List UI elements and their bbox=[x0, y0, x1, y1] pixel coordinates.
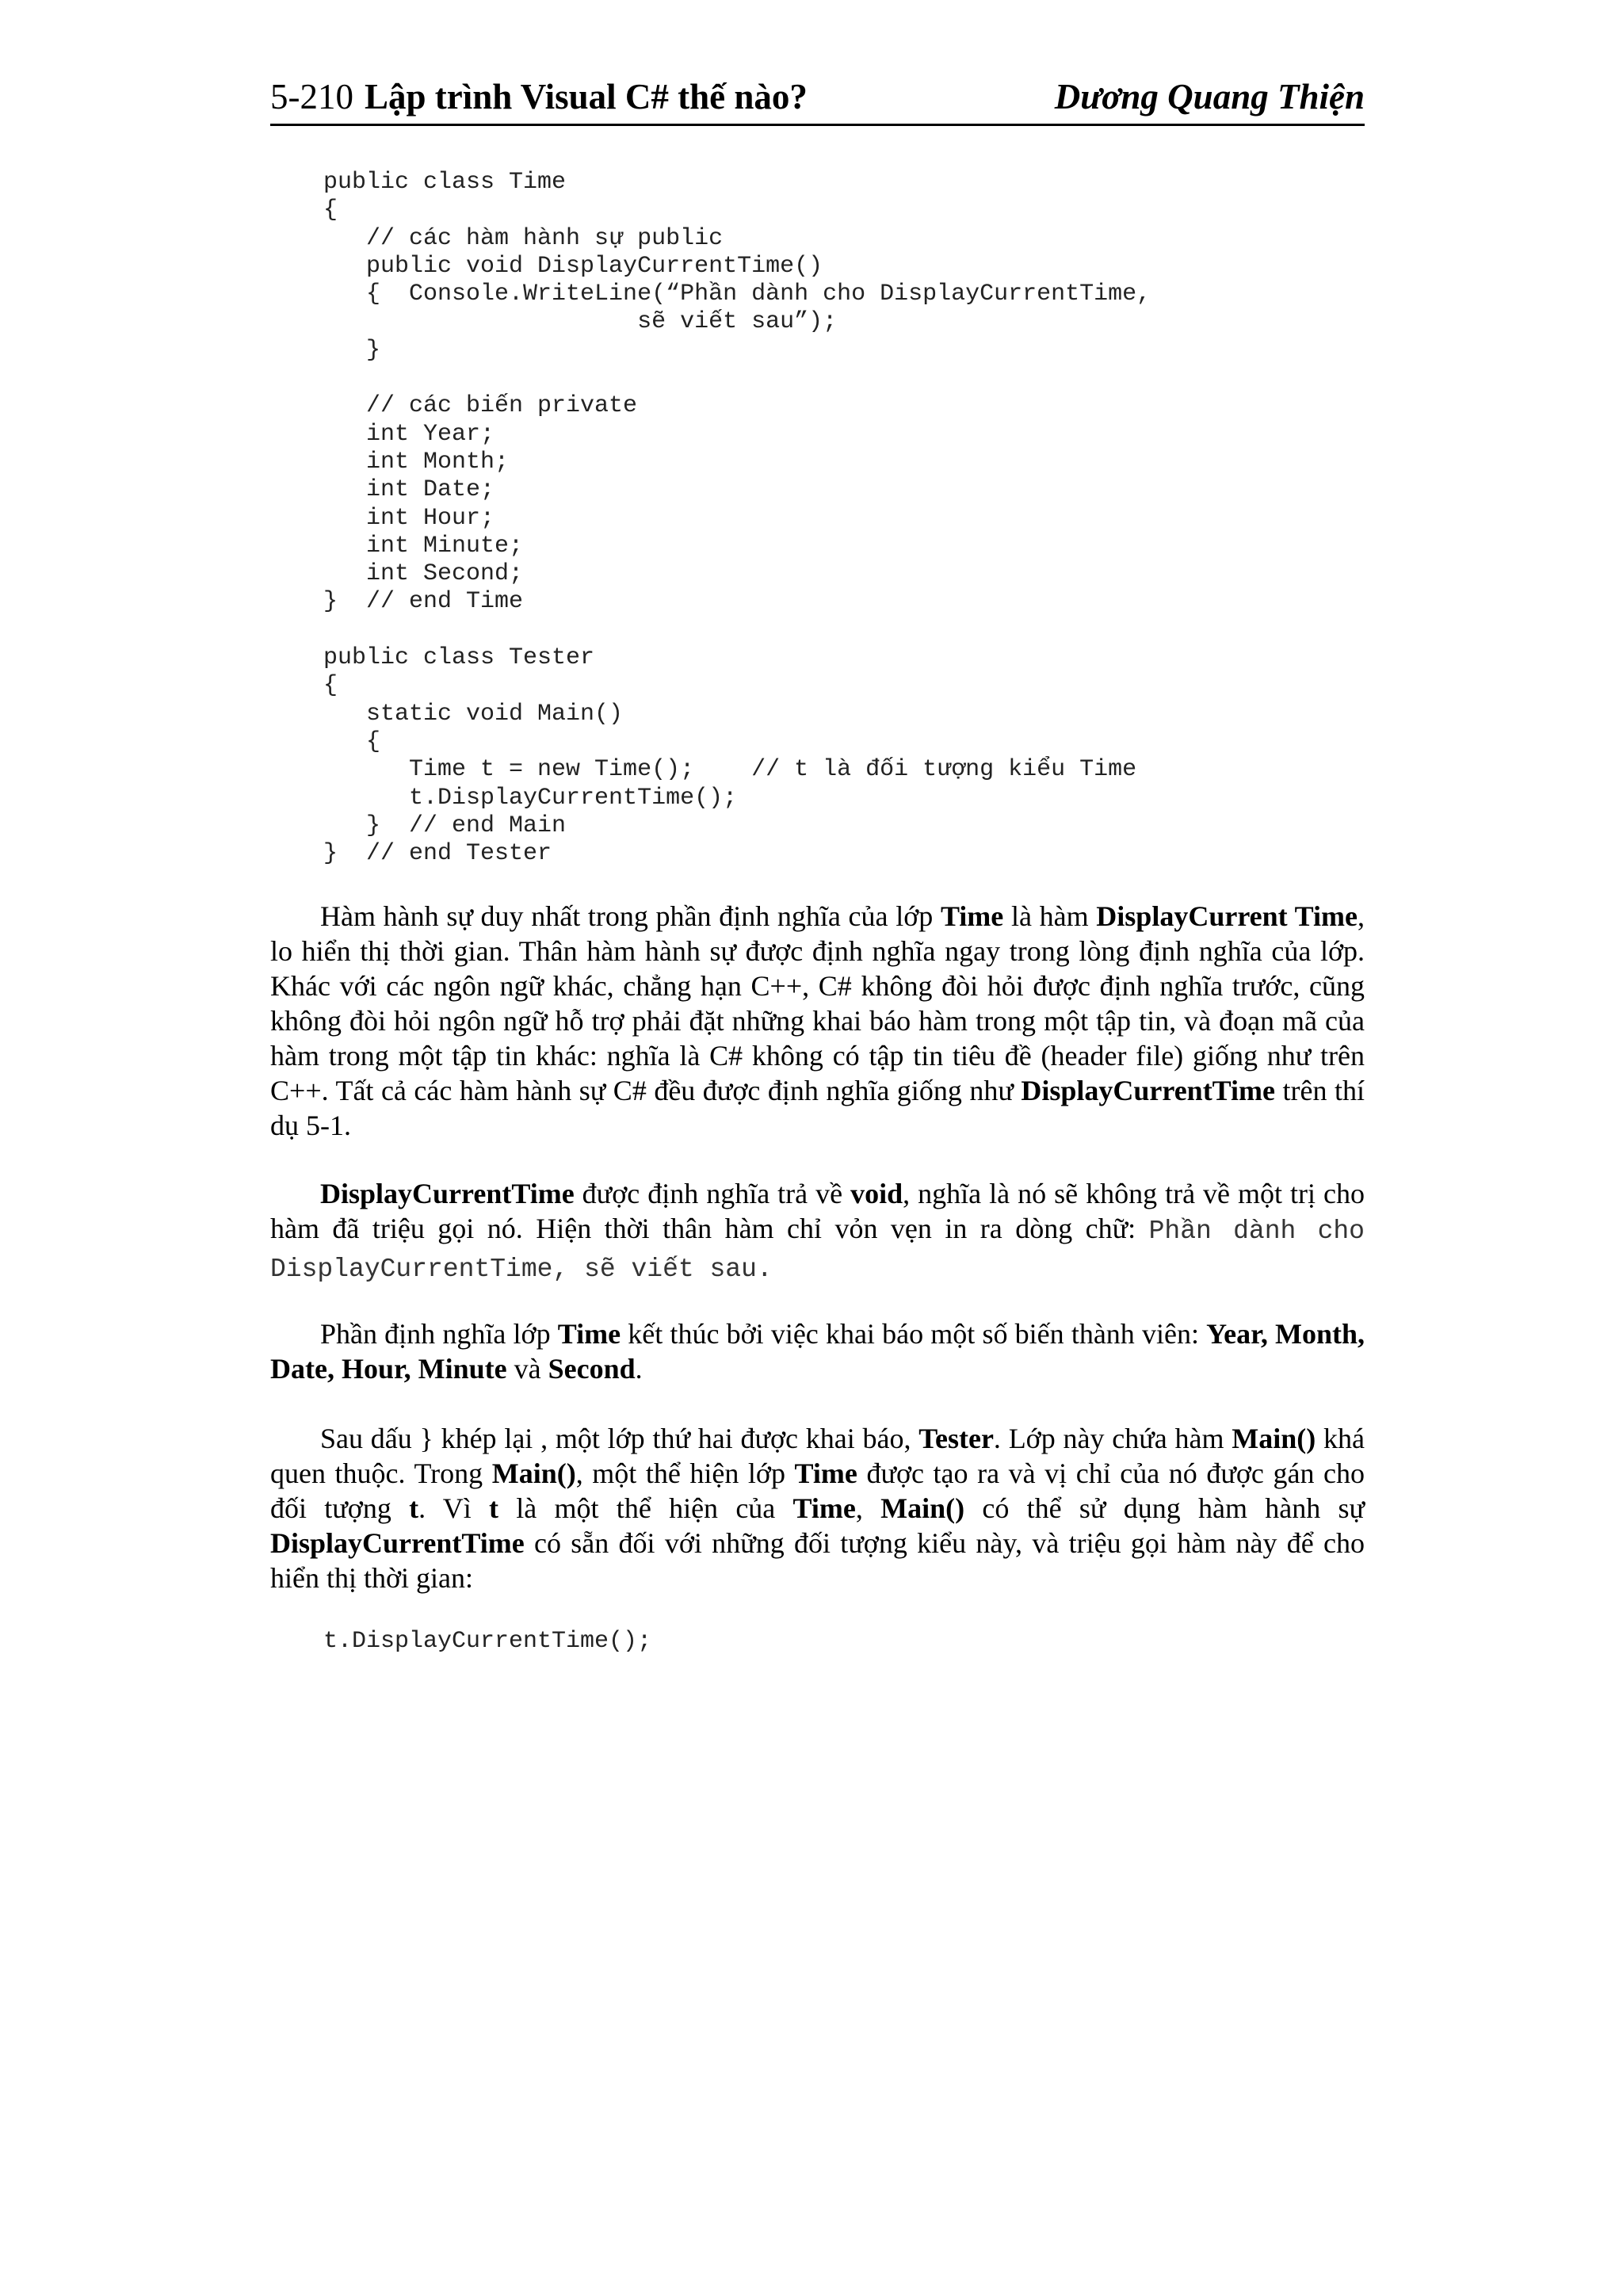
code-line: public class Time bbox=[323, 169, 567, 196]
text-run: có thể sử dụng hàm hành sự bbox=[964, 1492, 1365, 1524]
page-header bbox=[270, 76, 1365, 120]
code-line: public void DisplayCurrentTime() bbox=[323, 252, 823, 280]
book-title: Lập trình Visual C# thế nào? bbox=[365, 77, 808, 117]
code-line: // các hàm hành sự public bbox=[323, 224, 724, 252]
code-line: public class Tester bbox=[323, 644, 595, 672]
code-line: } // end Tester bbox=[323, 840, 552, 868]
text-run: . Vì bbox=[418, 1492, 490, 1524]
code-line: { bbox=[323, 197, 338, 224]
code-line: int Year; bbox=[323, 420, 495, 448]
code-line: // các biến private bbox=[323, 392, 638, 420]
bold-term: Main() bbox=[491, 1457, 576, 1489]
text-run: là hàm bbox=[1003, 900, 1097, 932]
code-line: { bbox=[323, 728, 381, 755]
bold-term: t bbox=[409, 1492, 419, 1524]
paragraph-tester-class bbox=[270, 1421, 1365, 1595]
code-listing-time-tester bbox=[323, 169, 1151, 868]
text-run: kết thúc bởi việc khai báo một số biến thành viên: bbox=[621, 1318, 1207, 1350]
code-line: int Month; bbox=[323, 448, 510, 476]
bold-term: Time bbox=[792, 1492, 856, 1524]
bold-term: Time bbox=[940, 900, 1004, 932]
code-line: int Date; bbox=[323, 476, 495, 504]
text-run: Phần định nghĩa lớp bbox=[320, 1318, 558, 1350]
code-line: { bbox=[323, 672, 338, 700]
text-run: Sau dấu } khép lại , một lớp thứ hai được khai báo, bbox=[320, 1423, 919, 1454]
text-run: , một thể hiện lớp bbox=[575, 1457, 795, 1489]
code-line bbox=[323, 617, 1151, 644]
code-line: } // end Time bbox=[323, 588, 524, 616]
code-line: sẽ viết sau”); bbox=[323, 308, 838, 336]
text-run: khá quen thuộc. Trong bbox=[270, 1423, 1365, 1489]
bold-term: Second bbox=[548, 1353, 636, 1385]
header-rule bbox=[270, 124, 1365, 126]
text-run: . bbox=[635, 1353, 643, 1385]
bold-term: Main() bbox=[1232, 1423, 1316, 1454]
text-run: có sẵn đối với những đối tượng kiểu này, và triệu gọi hàm này để cho hiển thị thời gian: bbox=[270, 1527, 1365, 1594]
bold-term: Tester bbox=[918, 1423, 994, 1454]
code-line: } bbox=[323, 336, 381, 364]
text-run: và bbox=[506, 1353, 548, 1385]
paragraph-display-current-time bbox=[270, 899, 1365, 1143]
code-line: int Hour; bbox=[323, 504, 495, 532]
text-run: trên thí dụ 5-1. bbox=[270, 1075, 1365, 1141]
text-run: là một thể hiện của bbox=[498, 1492, 793, 1524]
code-listing-call bbox=[323, 1628, 651, 1656]
text-run: , bbox=[855, 1492, 881, 1524]
code-line: t.DisplayCurrentTime(); bbox=[323, 784, 738, 812]
code-line: t.DisplayCurrentTime(); bbox=[323, 1628, 652, 1655]
code-line: } // end Main bbox=[323, 812, 567, 839]
text-run: , lo hiển thị thời gian. Thân hàm hành sự được định nghĩa ngay trong lòng định nghĩa của lớp. Khác với các ngôn ngữ khác, chẳng hạn C++, C# không đòi hỏi được định nghĩa trước, cũng không đòi hỏi ngôn ngữ hỗ trợ phải đặt những khai báo hàm trong một tập tin, và đoạn mã của hàm trong một tập tin khác: nghĩa là C# không có tập tin tiêu đề (header file) giống như trên C++. Tất cả các hàm hành sự C# đều được định nghĩa giống như bbox=[270, 900, 1365, 1106]
text-run: Hàm hành sự duy nhất trong phần định nghĩa của lớp bbox=[320, 900, 941, 932]
code-line: Time t = new Time(); // t là đối tượng kiểu Time bbox=[323, 756, 1137, 784]
paragraph-member-variables bbox=[270, 1316, 1365, 1386]
bold-term: DisplayCurrentTime bbox=[320, 1178, 575, 1209]
bold-term: void bbox=[850, 1178, 903, 1209]
text-run: , nghĩa là nó sẽ không trả về một trị cho hàm đã triệu gọi nó. Hiện thời thân hàm chỉ vỏn vẹn in ra dòng chữ: bbox=[270, 1178, 1365, 1244]
header-left bbox=[270, 76, 808, 117]
text-run: . Lớp này chứa hàm bbox=[993, 1423, 1232, 1454]
bold-term: DisplayCurrentTime bbox=[1021, 1075, 1276, 1106]
text-run: được định nghĩa trả về bbox=[574, 1178, 851, 1209]
bold-term: Main() bbox=[880, 1492, 965, 1524]
code-line: static void Main() bbox=[323, 700, 624, 728]
page-number: 5-210 bbox=[270, 77, 353, 117]
text-run: được tạo ra và vị chỉ của nó được gán cho đối tượng bbox=[270, 1457, 1365, 1524]
bold-term: DisplayCurrent Time bbox=[1096, 900, 1358, 932]
bold-term: Time bbox=[557, 1318, 621, 1350]
inline-code: Phần dành cho DisplayCurrentTime, sẽ viết sau. bbox=[270, 1217, 1365, 1284]
paragraph-void-return bbox=[270, 1176, 1365, 1287]
code-line: int Second; bbox=[323, 560, 524, 588]
bold-term: Time bbox=[794, 1457, 857, 1489]
code-line: int Minute; bbox=[323, 532, 524, 560]
author-name: Dương Quang Thiện bbox=[1054, 77, 1365, 117]
bold-term: t bbox=[489, 1492, 499, 1524]
bold-term: Year, Month, Date, Hour, Minute bbox=[270, 1318, 1365, 1385]
bold-term: DisplayCurrentTime bbox=[270, 1527, 525, 1559]
code-line bbox=[323, 365, 1151, 392]
code-line: { Console.WriteLine(“Phần dành cho DisplayCurrentTime, bbox=[323, 281, 1151, 308]
